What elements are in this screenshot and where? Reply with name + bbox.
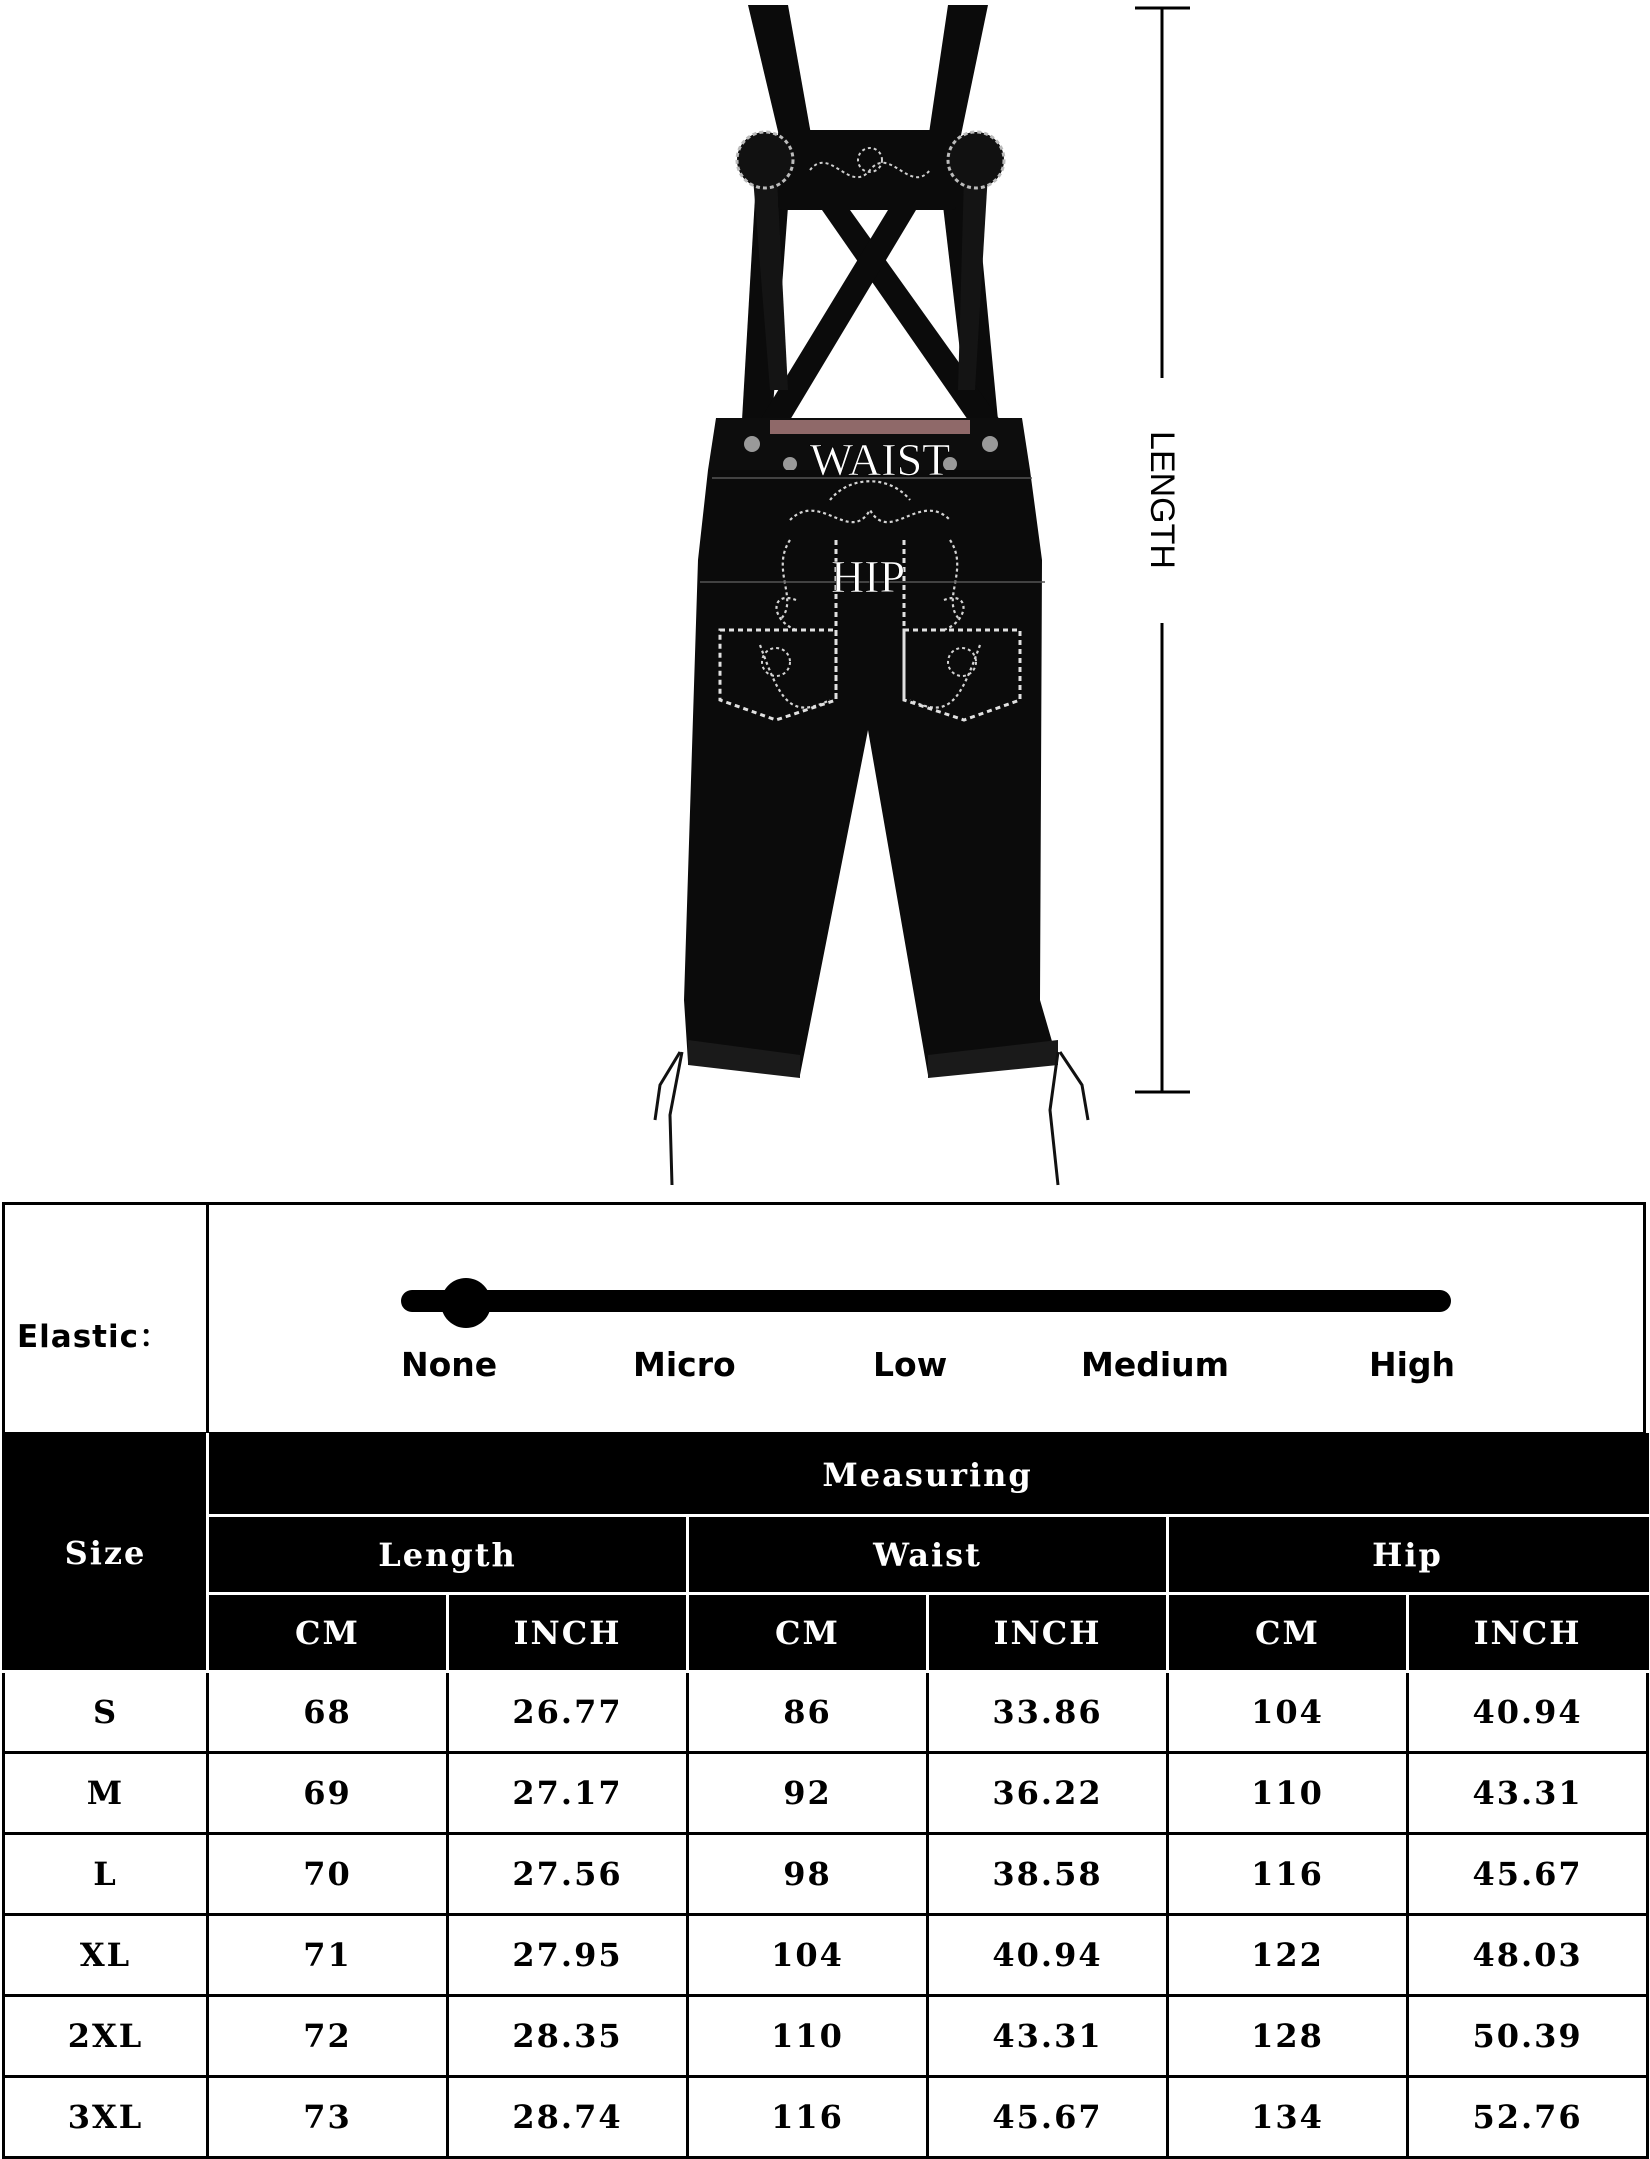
table-row bbox=[4, 1753, 1648, 1834]
size-cell: S bbox=[4, 1672, 208, 1753]
unit-header: INCH bbox=[448, 1594, 688, 1672]
table-header-row bbox=[4, 1516, 1648, 1594]
elasticity-scale-bar bbox=[401, 1290, 1451, 1312]
value-cell: 48.03 bbox=[1408, 1915, 1648, 1996]
value-cell: 27.56 bbox=[448, 1834, 688, 1915]
value-cell: 43.31 bbox=[1408, 1753, 1648, 1834]
value-cell: 28.74 bbox=[448, 2077, 688, 2158]
value-cell: 73 bbox=[208, 2077, 448, 2158]
value-cell: 110 bbox=[688, 1996, 928, 2077]
unit-header: CM bbox=[1168, 1594, 1408, 1672]
value-cell: 86 bbox=[688, 1672, 928, 1753]
table-row bbox=[4, 2077, 1648, 2158]
value-cell: 52.76 bbox=[1408, 2077, 1648, 2158]
value-cell: 36.22 bbox=[928, 1753, 1168, 1834]
elastic-label: Elastic： bbox=[17, 1319, 171, 1355]
value-cell: 33.86 bbox=[928, 1672, 1168, 1753]
value-cell: 122 bbox=[1168, 1915, 1408, 1996]
value-cell: 45.67 bbox=[1408, 1834, 1648, 1915]
waist-label: WAIST bbox=[809, 434, 951, 485]
value-cell: 43.31 bbox=[928, 1996, 1168, 2077]
value-cell: 27.95 bbox=[448, 1915, 688, 1996]
elastic-option-none: None bbox=[401, 1345, 498, 1384]
unit-header: INCH bbox=[1408, 1594, 1648, 1672]
elastic-option-high: High bbox=[1369, 1345, 1456, 1384]
table-header-row bbox=[4, 1594, 1648, 1672]
value-cell: 134 bbox=[1168, 2077, 1408, 2158]
value-cell: 98 bbox=[688, 1834, 928, 1915]
size-cell: M bbox=[4, 1753, 208, 1834]
value-cell: 45.67 bbox=[928, 2077, 1168, 2158]
table-row bbox=[4, 1996, 1648, 2077]
size-cell: XL bbox=[4, 1915, 208, 1996]
waist-header: Waist bbox=[688, 1516, 1168, 1594]
elasticity-indicator-dot bbox=[441, 1278, 491, 1328]
elastic-option-micro: Micro bbox=[633, 1345, 736, 1384]
value-cell: 116 bbox=[688, 2077, 928, 2158]
size-header: Size bbox=[4, 1435, 208, 1672]
value-cell: 128 bbox=[1168, 1996, 1408, 2077]
value-cell: 71 bbox=[208, 1915, 448, 1996]
hip-label: HIP bbox=[830, 551, 906, 602]
elastic-option-low: Low bbox=[873, 1345, 948, 1384]
value-cell: 116 bbox=[1168, 1834, 1408, 1915]
value-cell: 92 bbox=[688, 1753, 928, 1834]
length-label: LENGTH bbox=[1143, 431, 1181, 569]
size-cell: 3XL bbox=[4, 2077, 208, 2158]
size-cell: 2XL bbox=[4, 1996, 208, 2077]
value-cell: 104 bbox=[688, 1915, 928, 1996]
unit-header: CM bbox=[688, 1594, 928, 1672]
value-cell: 40.94 bbox=[928, 1915, 1168, 1996]
elastic-label-cell bbox=[5, 1205, 209, 1432]
unit-header: CM bbox=[208, 1594, 448, 1672]
length-header: Length bbox=[208, 1516, 688, 1594]
hip-header: Hip bbox=[1168, 1516, 1648, 1594]
value-cell: 68 bbox=[208, 1672, 448, 1753]
elasticity-panel bbox=[2, 1202, 1646, 1435]
value-cell: 110 bbox=[1168, 1753, 1408, 1834]
table-row bbox=[4, 1672, 1648, 1753]
value-cell: 72 bbox=[208, 1996, 448, 2077]
size-chart-table bbox=[2, 1433, 1649, 2159]
value-cell: 50.39 bbox=[1408, 1996, 1648, 2077]
value-cell: 70 bbox=[208, 1834, 448, 1915]
unit-header: INCH bbox=[928, 1594, 1168, 1672]
value-cell: 27.17 bbox=[448, 1753, 688, 1834]
elastic-option-medium: Medium bbox=[1081, 1345, 1230, 1384]
value-cell: 38.58 bbox=[928, 1834, 1168, 1915]
value-cell: 40.94 bbox=[1408, 1672, 1648, 1753]
value-cell: 69 bbox=[208, 1753, 448, 1834]
value-cell: 26.77 bbox=[448, 1672, 688, 1753]
size-cell: L bbox=[4, 1834, 208, 1915]
measuring-header: Measuring bbox=[208, 1435, 1648, 1516]
value-cell: 28.35 bbox=[448, 1996, 688, 2077]
value-cell: 104 bbox=[1168, 1672, 1408, 1753]
table-row bbox=[4, 1915, 1648, 1996]
table-row bbox=[4, 1834, 1648, 1915]
table-header-row bbox=[4, 1435, 1648, 1516]
